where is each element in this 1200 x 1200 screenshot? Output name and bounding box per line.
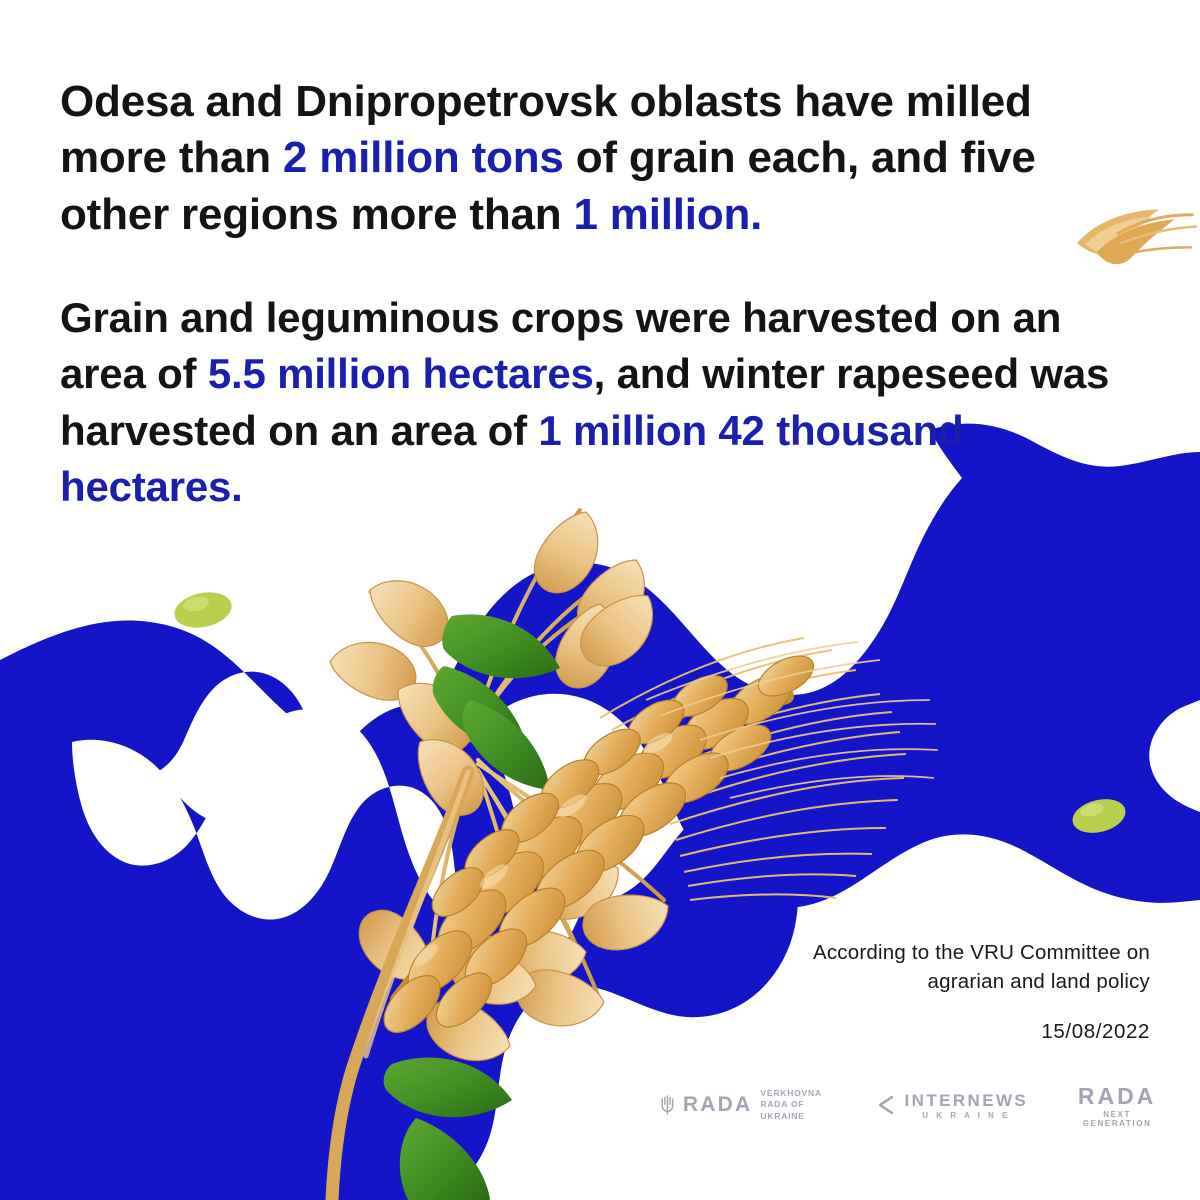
rada-logo-sub-1: VERKHOVNA bbox=[760, 1088, 822, 1099]
logo-bar bbox=[660, 1082, 1160, 1128]
rada-logo-word: RADA bbox=[682, 1092, 753, 1116]
chevron-left-icon bbox=[875, 1094, 897, 1116]
headline-paragraph bbox=[60, 74, 1150, 243]
credit-line-1: According to the VRU Committee on bbox=[812, 941, 1150, 964]
headline-part-2: of grain each, and five other regions more than bbox=[60, 133, 1036, 239]
internews-logo-word: INTERNEWS bbox=[904, 1090, 1029, 1110]
rada-ng-logo-sub: NEXT GENERATION bbox=[1082, 1109, 1152, 1128]
wheat-grain-top-right bbox=[1058, 192, 1198, 272]
internews-logo-sub: U K R A I N E bbox=[922, 1110, 1011, 1120]
rada-logo[interactable] bbox=[660, 1088, 829, 1121]
credit-line-2: agrarian and land policy bbox=[927, 970, 1150, 994]
publication-date: 15/08/2022 bbox=[1041, 1020, 1150, 1043]
source-credit bbox=[670, 938, 1150, 996]
rada-ng-logo-word: RADA bbox=[1077, 1082, 1157, 1109]
headline-highlight-2: 1 million. bbox=[573, 189, 763, 239]
paragraph2-part-2: , and winter rapeseed was harvested on an area of bbox=[60, 350, 1110, 454]
secondary-paragraph bbox=[60, 290, 1120, 515]
paragraph2-part-1: Grain and leguminous crops were harvested on an area of bbox=[60, 294, 1062, 398]
paragraph2-highlight-1: 5.5 million hectares bbox=[207, 350, 594, 398]
trident-icon bbox=[660, 1092, 675, 1118]
internews-logo[interactable] bbox=[875, 1091, 1029, 1120]
paragraph2-highlight-2: 1 million 42 thousand hectares. bbox=[60, 406, 964, 510]
headline-part-1: Odesa and Dnipropetrovsk oblasts have milled more than bbox=[60, 77, 1032, 183]
headline-highlight-1: 2 million tons bbox=[282, 133, 564, 183]
rada-logo-sub-2: RADA OF UKRAINE bbox=[760, 1099, 805, 1121]
rada-next-generation-logo[interactable] bbox=[1074, 1083, 1160, 1128]
